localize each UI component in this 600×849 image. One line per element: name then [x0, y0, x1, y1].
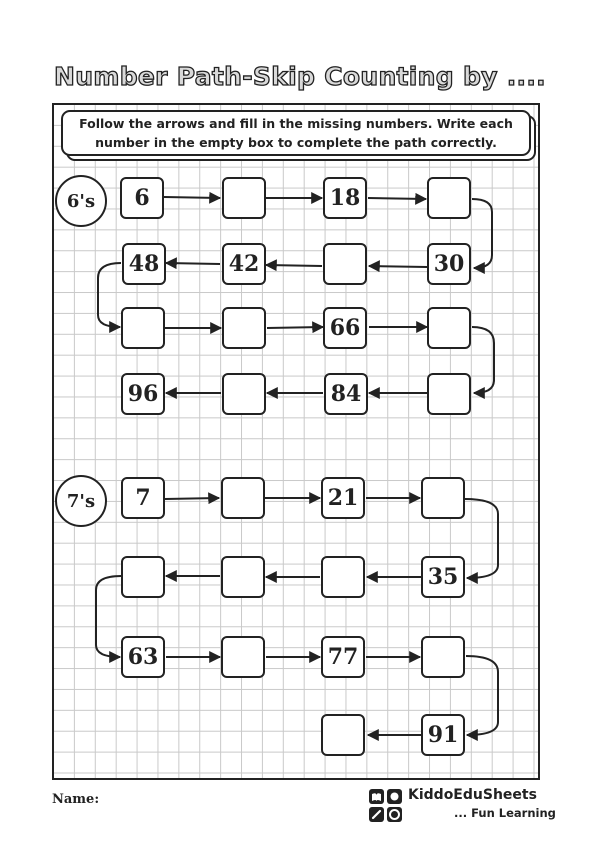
section-badge-7: 7's: [55, 475, 107, 527]
number-box-empty[interactable]: [323, 243, 367, 285]
number-box[interactable]: 48: [122, 243, 166, 285]
number-box-empty[interactable]: [121, 307, 165, 349]
arrow: [96, 576, 121, 657]
number-box[interactable]: 63: [121, 636, 165, 678]
section-badge-6: 6's: [55, 175, 107, 227]
number-box-empty[interactable]: [121, 556, 165, 598]
number-box-empty[interactable]: [427, 373, 471, 415]
arrow: [164, 197, 220, 198]
arrow: [465, 499, 498, 578]
number-box-empty[interactable]: [221, 636, 265, 678]
number-box[interactable]: 84: [324, 373, 368, 415]
number-box[interactable]: 21: [321, 477, 365, 519]
number-box-empty[interactable]: [427, 307, 471, 349]
arrow: [368, 198, 426, 199]
arrow: [369, 266, 427, 267]
number-box-empty[interactable]: [421, 636, 465, 678]
number-box[interactable]: 91: [421, 714, 465, 756]
arrow: [165, 498, 219, 499]
arrow: [267, 327, 323, 328]
arrow: [166, 263, 220, 264]
number-box[interactable]: 7: [121, 477, 165, 519]
number-box-empty[interactable]: [321, 556, 365, 598]
number-box-empty[interactable]: [222, 177, 266, 219]
brand-tagline: ... Fun Learning: [454, 806, 556, 820]
name-label: Name:: [52, 792, 100, 807]
number-box[interactable]: 42: [222, 243, 266, 285]
arrow: [98, 263, 121, 327]
number-box[interactable]: 96: [121, 373, 165, 415]
number-box[interactable]: 77: [321, 636, 365, 678]
number-box-empty[interactable]: [421, 477, 465, 519]
arrow: [472, 199, 492, 268]
number-box[interactable]: 18: [323, 177, 367, 219]
arrow: [466, 656, 498, 735]
number-box[interactable]: 66: [323, 307, 367, 349]
number-box-empty[interactable]: [427, 177, 471, 219]
number-box[interactable]: 35: [421, 556, 465, 598]
number-box-empty[interactable]: [321, 714, 365, 756]
number-box[interactable]: 6: [120, 177, 164, 219]
brand-name: KiddoEduSheets: [408, 787, 537, 803]
arrow: [472, 327, 494, 393]
arrow: [266, 265, 322, 266]
number-box-empty[interactable]: [221, 477, 265, 519]
logo-icon: [368, 788, 404, 824]
number-box[interactable]: 30: [427, 243, 471, 285]
instructions-box: Follow the arrows and fill in the missing numbers. Write each number in the empty box to complete the path correctly.: [61, 110, 531, 156]
page-title: Number Path-Skip Counting by ....: [54, 62, 546, 91]
number-box-empty[interactable]: [222, 373, 266, 415]
number-box-empty[interactable]: [221, 556, 265, 598]
number-box-empty[interactable]: [222, 307, 266, 349]
brand-logo: [368, 786, 556, 824]
